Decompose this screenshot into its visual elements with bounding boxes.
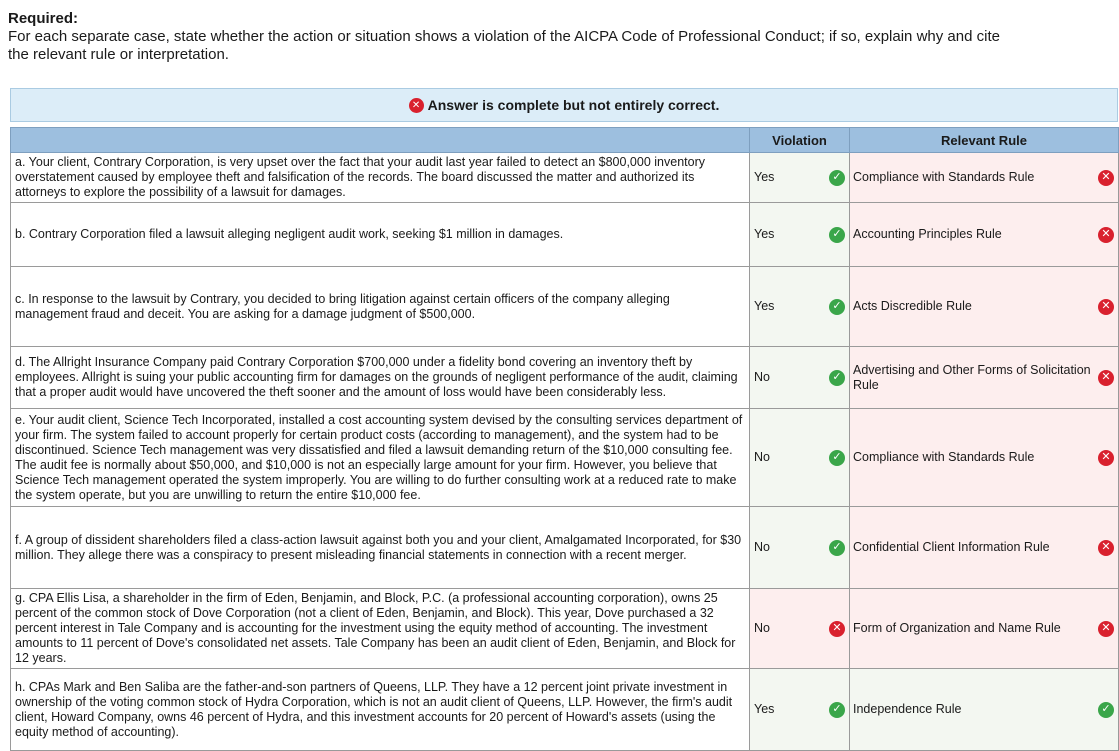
relevant-rule-cell[interactable] xyxy=(850,267,1119,347)
relevant-rule-answer[interactable]: Acts Discredible Rule xyxy=(853,299,972,313)
table-row-c xyxy=(11,267,1119,347)
relevant-rule-answer[interactable]: Confidential Client Information Rule xyxy=(853,540,1050,554)
check-circle-icon: ✓ xyxy=(829,540,845,556)
violation-cell[interactable] xyxy=(750,347,850,409)
violation-cell[interactable] xyxy=(750,669,850,751)
relevant-rule-answer[interactable]: Compliance with Standards Rule xyxy=(853,170,1035,184)
table-row-a xyxy=(11,153,1119,203)
question-cell xyxy=(11,153,750,203)
x-circle-icon: ✕ xyxy=(1098,170,1114,186)
table-row-d xyxy=(11,347,1119,409)
relevant-rule-answer[interactable]: Accounting Principles Rule xyxy=(853,227,1002,241)
relevant-rule-header: Relevant Rule xyxy=(850,128,1119,153)
violation-answer[interactable]: No xyxy=(754,621,770,635)
violation-answer[interactable]: No xyxy=(754,370,770,384)
question-text: e. Your audit client, Science Tech Incorporated, installed a cost accounting system devised by the consulting services department of your firm. The system failed to account properly for certain product costs (according to management), and the system had to be discontinued. Science Tech management was very dissatisfied and filed a lawsuit demanding return of the $10,000 consulting fee. The audit fee is normally about $50,000, and $10,000 is not an especially large amount for your firm. However, you believe that Science Tech management operated the system improperly. You are willing to do further consulting work at a reduced rate to make the system operate, but you are unwilling to return the entire $10,000 fee. xyxy=(15,412,743,502)
question-cell xyxy=(11,267,750,347)
relevant-rule-cell[interactable] xyxy=(850,347,1119,409)
check-circle-icon: ✓ xyxy=(829,370,845,386)
violation-answer[interactable]: Yes xyxy=(754,299,775,313)
relevant-rule-answer[interactable]: Advertising and Other Forms of Solicitation Rule xyxy=(853,362,1091,392)
check-circle-icon: ✓ xyxy=(829,702,845,718)
relevant-rule-cell[interactable] xyxy=(850,589,1119,669)
violation-answer[interactable]: Yes xyxy=(754,702,775,716)
question-cell xyxy=(11,409,750,507)
violation-cell[interactable] xyxy=(750,267,850,347)
x-circle-icon: ✕ xyxy=(409,98,424,113)
result-banner xyxy=(10,88,1118,122)
relevant-rule-answer[interactable]: Independence Rule xyxy=(853,702,962,716)
relevant-rule-answer[interactable]: Compliance with Standards Rule xyxy=(853,450,1035,464)
violation-header: Violation xyxy=(750,128,850,153)
relevant-rule-cell[interactable] xyxy=(850,669,1119,751)
check-circle-icon: ✓ xyxy=(829,227,845,243)
violation-cell[interactable] xyxy=(750,203,850,267)
answer-table xyxy=(10,127,1119,751)
relevant-rule-cell[interactable] xyxy=(850,203,1119,267)
check-circle-icon: ✓ xyxy=(829,450,845,466)
violation-cell[interactable] xyxy=(750,409,850,507)
question-cell xyxy=(11,347,750,409)
table-row-e xyxy=(11,409,1119,507)
relevant-rule-cell[interactable] xyxy=(850,409,1119,507)
question-cell xyxy=(11,669,750,751)
check-circle-icon: ✓ xyxy=(829,299,845,315)
x-circle-icon: ✕ xyxy=(1098,621,1114,637)
table-row-h xyxy=(11,669,1119,751)
required-text: For each separate case, state whether the action or situation shows a violation of the AICPA Code of Professional Conduct; if so, explain why and cite the relevant rule or interpretation. xyxy=(8,28,1000,63)
violation-answer[interactable]: Yes xyxy=(754,170,775,184)
question-text: d. The Allright Insurance Company paid Contrary Corporation $700,000 under a fidelity bond covering an inventory theft by employees. Allright is suing your public accounting firm for damages on the grounds of negligent performance of the audit, claiming that a proper audit would have uncovered the theft sooner and the amount of loss would have been considerably less. xyxy=(15,355,738,399)
result-banner-text: Answer is complete but not entirely correct. xyxy=(427,97,720,113)
violation-cell[interactable] xyxy=(750,153,850,203)
question-cell xyxy=(11,589,750,669)
question-cell xyxy=(11,203,750,267)
x-circle-icon: ✕ xyxy=(1098,227,1114,243)
violation-answer[interactable]: No xyxy=(754,450,770,464)
x-circle-icon: ✕ xyxy=(829,621,845,637)
violation-cell[interactable] xyxy=(750,507,850,589)
table-row-b xyxy=(11,203,1119,267)
question-text: b. Contrary Corporation filed a lawsuit alleging negligent audit work, seeking $1 million in damages. xyxy=(15,227,564,241)
table-row-f xyxy=(11,507,1119,589)
x-circle-icon: ✕ xyxy=(1098,540,1114,556)
x-circle-icon: ✕ xyxy=(1098,299,1114,315)
table-header-row xyxy=(11,128,1119,153)
x-circle-icon: ✕ xyxy=(1098,370,1114,386)
violation-answer[interactable]: Yes xyxy=(754,227,775,241)
relevant-rule-answer[interactable]: Form of Organization and Name Rule xyxy=(853,621,1061,635)
relevant-rule-cell[interactable] xyxy=(850,153,1119,203)
instructions xyxy=(8,10,1008,64)
required-heading: Required: xyxy=(8,10,79,27)
question-text: f. A group of dissident shareholders filed a class-action lawsuit against both you and your client, Amalgamated Incorporated, for $30 million. They allege there was a conspiracy to present misleading financial statements in connection with a recent merger. xyxy=(15,532,742,562)
relevant-rule-cell[interactable] xyxy=(850,507,1119,589)
check-circle-icon: ✓ xyxy=(829,170,845,186)
question-text: a. Your client, Contrary Corporation, is very upset over the fact that your audit last year failed to detect an $800,000 inventory overstatement caused by employee theft and falsification of the records. The board discussed the matter and authorized its attorneys to explore the possibility of a lawsuit for damages. xyxy=(15,155,705,199)
question-text: c. In response to the lawsuit by Contrary, you decided to bring litigation against certain officers of the company alleging management fraud and deceit. You are asking for a damage judgment of $500,000. xyxy=(15,291,670,321)
violation-cell[interactable] xyxy=(750,589,850,669)
violation-answer[interactable]: No xyxy=(754,540,770,554)
question-header xyxy=(11,128,750,153)
x-circle-icon: ✕ xyxy=(1098,450,1114,466)
table-row-g xyxy=(11,589,1119,669)
question-text: h. CPAs Mark and Ben Saliba are the father-and-son partners of Queens, LLP. They have a 12 percent joint private investment in ownership of the voting common stock of Hydra Corporation, which is not an audit client of Queens, LLP. However, the firm's audit client, Howard Company, owns 46 percent of Hydra, and this investment accounts for 20 percent of Howard's assets (using the equity method of accounting). xyxy=(15,679,733,739)
check-circle-icon: ✓ xyxy=(1098,702,1114,718)
question-cell xyxy=(11,507,750,589)
question-text: g. CPA Ellis Lisa, a shareholder in the firm of Eden, Benjamin, and Block, P.C. (a professional accounting corporation), owns 25 percent of the common stock of Dove Corporation (not a client of Eden, Benjamin, and Block). This year, Dove purchased a 32 percent interest in Tale Company and is accounting for the investment using the equity method of accounting. The investment amounts to 11 percent of Dove's consolidated net assets. Tale Company has been an audit client of Eden, Benjamin, and Block for 12 years. xyxy=(15,591,736,665)
